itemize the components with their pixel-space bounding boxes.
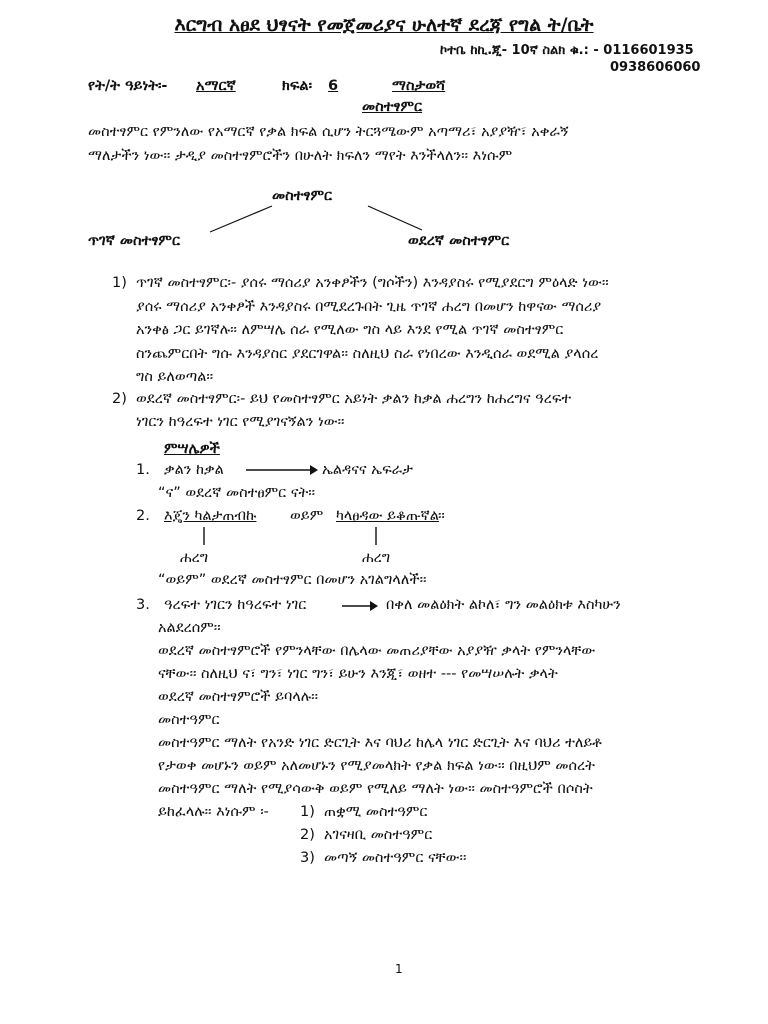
definition-line: ስንጨምርበት ግሱ እንዳያስር ያደርገዋል፡፡ ስለዚህ ስራ የነበረው እንዲሰራ ወደሚል ያላሰረ — [136, 346, 599, 362]
type-label: አገናዛቢ መስተዓምር — [324, 827, 433, 843]
intro-line: መስተፃምር የምንለው የአማርኛ የቃል ክፍል ሲሆን ትርጓሜውም አጣማሪ፣ አያያዥ፣ አቀራኝ — [88, 124, 569, 140]
type-number: 3) — [300, 850, 315, 866]
example-end: ፡፡ — [438, 508, 445, 524]
phrase-label-left: ሐረግ — [180, 550, 209, 566]
definition-line: ወደረኛ መስተፃምር፡- ይህ የመስተፃምር አይነት ቃልን ከቃል ሐረግን ከሐረግና ዓረፍተ — [136, 391, 572, 407]
school-title: እርግብ አፀደ ህፃናት የመጀመሪያና ሁለተኛ ደረጃ የግል ት/ቤት — [174, 14, 594, 36]
subsection-title: መስተዓምር — [158, 712, 220, 728]
example-number: 2. — [136, 508, 150, 524]
example-left: ቃልን ከቃል — [164, 462, 224, 478]
example-phrase-2: ካላፀዳው ይቆጡኛል — [336, 508, 439, 524]
example-number: 3. — [136, 597, 150, 613]
intro-line: ማለታችን ነው፡፡ ታዲያ መስተፃምሮችን በሁለት ክፍለን ማየት እንችላለን፡፡ እነሱም — [88, 148, 513, 164]
type-number: 2) — [300, 827, 315, 843]
definition-line: ያሰሩ ማሰሪያ አንቀፆች እንዳያስሩ በሚደረጉበት ጊዜ ጥገኛ ሐረግ በመሆን ከዋናው ማሰሪያ — [136, 299, 602, 315]
tree-root: መስተፃምር — [272, 188, 333, 204]
tree-line-right — [368, 206, 422, 230]
arrow-head-3 — [370, 601, 378, 611]
grade-label: ክፍል፡ — [282, 78, 313, 94]
closing-line: መስተዓምር ማለት የሚያሳውቅ ወይም የሚለይ ማለት ነው፡፡ መስተዓምሮች በሶስት — [158, 781, 593, 797]
example-right: ኤልዳናና ኤፍራታ — [322, 462, 413, 478]
school-phone: 0938606060 — [610, 60, 701, 75]
section-title: መስተፃምር — [362, 99, 423, 115]
tree-line-left — [210, 206, 272, 232]
examples-heading: ምሣሌዎች — [164, 441, 220, 457]
closing-line: የታወቀ መሆኑን ወይም አለመሆኑን የሚያመላክት የቃል ክፍል ነው፡፡ በዚህም መሰረት — [158, 758, 595, 774]
document-type: ማስታወሻ — [392, 78, 446, 94]
list-number: 1) — [112, 275, 127, 291]
tree-left: ጥገኛ መስተፃምር — [88, 233, 180, 249]
closing-line: ወደረኛ መስተፃምሮች የምንላቸው በሌላው መጠሪያቸው አያያዥ ቃላት የምንላቸው — [158, 643, 596, 659]
grade-value: 6 — [328, 78, 339, 94]
closing-line: ወደረኛ መስተፃምሮች ይባላሉ፡፡ — [158, 689, 319, 705]
list-number: 2) — [112, 391, 127, 407]
tree-right: ወደረኛ መስተፃምር — [408, 233, 510, 249]
closing-line: መስተዓምር ማለት የአንድ ነገር ድርጊት እና ባህሪ ከሌላ ነገር ድርጊት እና ባህሪ ተለይቶ — [158, 735, 602, 751]
example-phrase-1: እጄን ካልታጠብኩ — [164, 508, 257, 524]
subject-label: የት/ት ዓይነት፡- — [88, 78, 168, 94]
example-conjunction: ወይም — [290, 508, 324, 524]
definition-line: ነገርን ከዓረፍተ ነገር የሚያገናኝልን ነው፡፡ — [136, 414, 345, 430]
definition-line: ጥገኛ መስተፃምር፡- ያሰሩ ማሰሪያ አንቀፆችን (ግሶችን) እንዳያስሩ የሚያደርግ ምዕላድ ነው፡፡ — [136, 275, 609, 291]
closing-line: ናቸው፡፡ ስለዚህ ና፣ ግን፣ ነገር ግን፣ ይሁን እንጂ፣ ወዘተ --- የመሣሠሉት ቃላት — [158, 666, 558, 682]
type-number: 1) — [300, 804, 315, 820]
example-left: ዓረፍተ ነገርን ከዓረፍተ ነገር — [164, 597, 307, 613]
example-note: “ና” ወደረኛ መስተፀምር ናት፡፡ — [158, 485, 316, 501]
type-label: ጠቋሚ መስተዓምር — [324, 804, 428, 820]
phrase-label-right: ሐረግ — [362, 550, 391, 566]
type-label: መጣኝ መስተዓምር ናቸው፡፡ — [324, 850, 467, 866]
example-right: በቀለ መልዕክት ልኮለ፣ ግን መልዕክቱ እስካሁን — [386, 597, 621, 613]
example-number: 1. — [136, 462, 150, 478]
definition-line: ግስ ይለወጣል፡፡ — [136, 369, 214, 385]
example-continuation: አልደረሰም፡፡ — [158, 620, 221, 636]
school-address: ኮተቤ ከኪ.ጂ- 10ኛ ስልክ ቁ.: - 0116601935 — [440, 43, 694, 58]
arrow-head-1 — [310, 465, 318, 475]
page-number: 1 — [395, 962, 403, 976]
subject-value: አማርኛ — [196, 78, 236, 94]
definition-line: አንቀፅ ጋር ይገኛሉ፡፡ ለምሣሌ ሰራ የሚለው ግስ ላይ እንደ የሚል ጥገኛ መስተፃምር — [136, 322, 564, 338]
example-note: “ወይም” ወደረኛ መስተፃምር በመሆን አገልግላለች፡፡ — [158, 572, 427, 588]
closing-line: ይከፈላሉ፡፡ እነሱም ፡- — [158, 804, 269, 820]
